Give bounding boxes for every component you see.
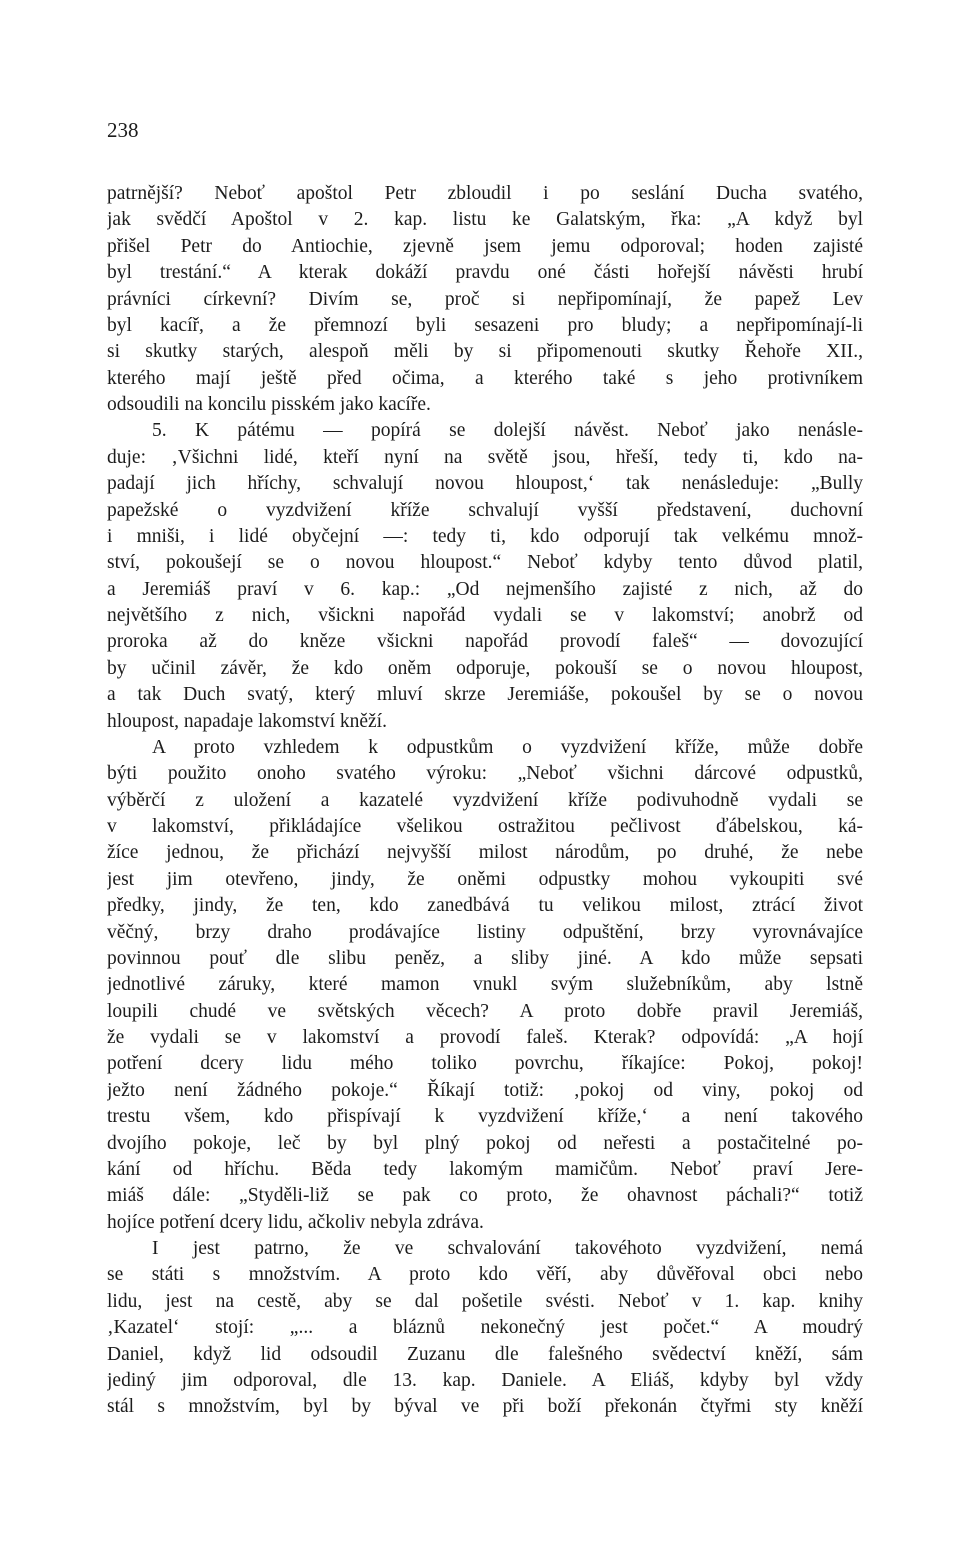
text-line: a Jeremiáš praví v 6. kap.: „Od nejmenšího zajisté z nich, až do (107, 578, 863, 600)
text-line: potření dcery lidu mého toliko povrchu, říkajíce: Pokoj, pokoj! (107, 1053, 863, 1075)
text-line: v lakomství, přikládajíce všelikou ostražitou pečlivost ďábelskou, ká- (107, 816, 863, 837)
text-line: býti použito onoho svatého výroku: „Neboť všichni dárcové odpustků, (107, 763, 863, 785)
text-line: že vydali se v lakomství a provodí faleš. Kterak? odpovídá: „A hojí (107, 1027, 863, 1048)
text-line: lidu, jest na cestě, aby se dal pošetile svésti. Neboť v 1. kap. knihy (107, 1290, 863, 1312)
text-line: duje: ‚Všichni lidé, kteří nyní na světě jsou, hřeší, tedy ti, kdo na- (107, 446, 863, 468)
text-line: největšího z nich, všickni napořád vydali se v lakomství; anobrž od (107, 605, 863, 626)
text-line: si skutky starých, alespoň měli by si připomenouti skutky Řehoře XII., (107, 341, 863, 363)
text-line: by učinil závěr, že kdo oněm odporuje, pokouší se o novou hloupost, (107, 657, 863, 679)
text-line: a tak Duch svatý, který mluví skrze Jeremiáše, pokoušel by se o novou (107, 684, 863, 706)
text-line: proroka až do kněze všickni napořád provodí faleš“ — dovozující (107, 631, 863, 653)
text-line: Daniel, když lid odsoudil Zuzanu dle falešného svědectví kněží, sám (107, 1343, 863, 1365)
text-line: přišel Petr do Antiochie, zjevně jsem jemu odporoval; hoden zajisté (107, 235, 863, 257)
text-line: byl trestání.“ A kterak dokáží pravdu oné části hořejší návěsti hrubí (107, 262, 863, 284)
text-line: výběrčí z uložení a kazatelé vyzdvižení kříže podivuhodně vydali se (107, 789, 863, 811)
text-line: byl kacíř, a že přemnozí byli sesazeni pro bludy; a nepřipomínají-li (107, 314, 863, 336)
text-line: dvojího pokoje, leč by byl plný pokoj od neřesti a postačitelné po- (107, 1132, 863, 1154)
text-line: ství, pokoušejí se o novou hloupost.“ Neboť kdyby tento důvod platil, (107, 552, 863, 574)
text-line: ‚Kazatel‘ stojí: „... a bláznů nekonečný jest počet.“ A moudrý (107, 1317, 863, 1339)
text-line: hloupost, napadaje lakomství kněží. (107, 710, 387, 732)
text-line: jediný jim odporoval, dle 13. kap. Daniele. A Eliáš, kdyby byl vždy (107, 1369, 863, 1391)
text-line: žíce jednou, že přichází nejvyšší milost národům, po druhé, že nebe (107, 842, 863, 864)
page-number: 238 (107, 118, 139, 142)
text-line: I jest patrno, že ve schvalování takovéhoto vyzdvižení, nemá (152, 1238, 863, 1259)
text-line: jest jim otevřeno, jindy, že oněmi odpustky mohou vykoupiti své (107, 868, 863, 890)
body-text (107, 181, 863, 1421)
text-line: se státi s množstvím. A proto kdo věří, aby důvěřoval obci nebo (107, 1264, 863, 1286)
text-line: povinnou pouť dle slibu peněz, a sliby jiné. A kdo může sepsati (107, 947, 863, 969)
text-line: jednotlivé záruky, které mamon vnukl svým služebníkům, aby lstně (107, 974, 863, 996)
text-line: A proto vzhledem k odpustkům o vyzdvižení kříže, může dobře (152, 736, 863, 758)
text-line: věčný, brzy draho prodávajíce listiny odpuštění, brzy vyrovnávajíce (107, 921, 863, 943)
text-line: odsoudili na koncilu pisském jako kacíře. (107, 394, 431, 415)
text-line: stál s množstvím, byl by býval ve při boží překonán čtyřmi sty kněží (107, 1396, 863, 1418)
text-line: kání od hříchu. Běda tedy lakomým mamičům. Neboť praví Jere- (107, 1158, 863, 1180)
text-line: padají jich hříchy, schvalují novou hloupost,‘ tak nenásleduje: „Bully (107, 473, 863, 495)
text-line: ježto není žádného pokoje.“ Říkají totiž: ‚pokoj od viny, pokoj od (107, 1079, 863, 1101)
text-line: trestu všem, kdo přispívají k vyzdvižení kříže,‘ a není takového (107, 1106, 863, 1128)
text-line: i mniši, i lidé obyčejní —: tedy ti, kdo odporují tak velkému množ- (107, 525, 863, 547)
text-line: kterého mají ještě před očima, a kterého také s jeho protivníkem (107, 367, 863, 389)
text-line: právníci církevní? Divím se, proč si nepřipomínají, že papež Lev (107, 288, 863, 310)
text-line: jak svědčí Apoštol v 2. kap. listu ke Galatským, řka: „A když byl (107, 209, 863, 231)
text-line: loupili chudé ve světských věcech? A proto dobře pravil Jeremiáš, (107, 1000, 863, 1022)
text-line: hojíce potření dcery lidu, ačkoliv nebyla zdráva. (107, 1211, 484, 1233)
text-line: miáš dále: „Styděli-liž se pak co proto, že ohavnost páchali?“ totiž (107, 1185, 863, 1207)
text-line: předky, jindy, že ten, kdo zanedbává tu velikou milost, ztrácí život (107, 895, 863, 917)
text-line: 5. K pátému — popírá se dolejší návěst. Neboť jako nenásle- (152, 420, 863, 442)
text-line: patrnější? Neboť apoštol Petr zbloudil i po seslání Ducha svatého, (107, 183, 863, 204)
text-line: papežské o vyzdvižení kříže schvalují vyšší představení, duchovní (107, 499, 863, 521)
